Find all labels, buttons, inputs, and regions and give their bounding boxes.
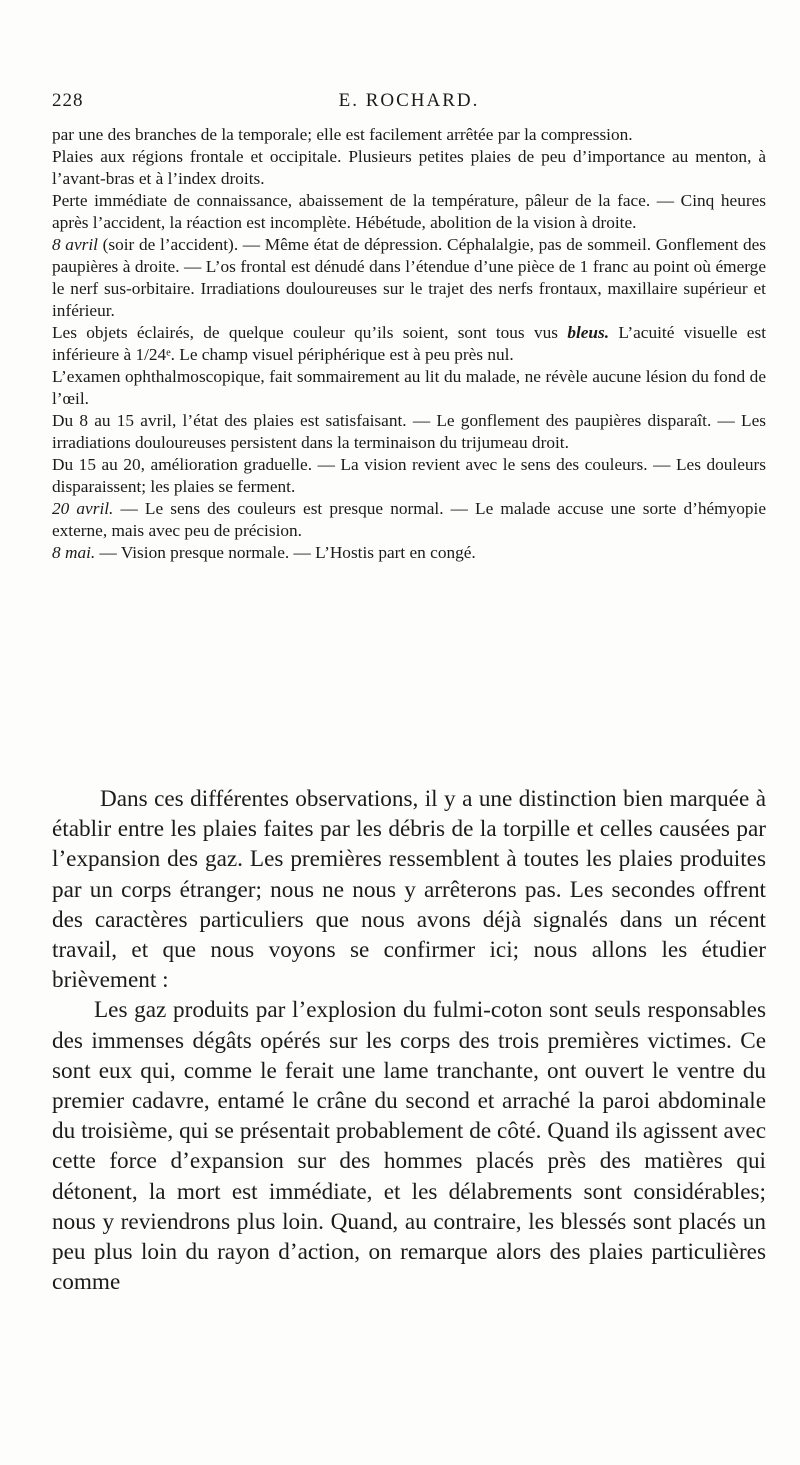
main-text-block (52, 784, 766, 1297)
observation-text: — Le sens des couleurs est presque normal. — Le malade accuse une sorte d’hémyopie externe, mais avec peu de précision. (52, 499, 766, 540)
running-title: E. ROCHARD. (338, 90, 480, 111)
observation-paragraph (52, 498, 766, 542)
observation-paragraph (52, 542, 766, 564)
observation-paragraph: par une des branches de la temporale; elle est facilement arrêtée par la compression. (52, 125, 633, 144)
observation-paragraph (52, 234, 766, 322)
body-paragraph: Dans ces différentes observations, il y a une distinction bien marquée à établir entre les plaies faites par les débris de la torpille et celles causées par l’expansion des gaz. Les premières ressemblent à toutes les plaies produites par un corps étranger; nous ne nous y arrêterons pas. Les secondes offrent des caractères particuliers que nous avons déjà signalés dans un récent travail, et que nous voyons se confirmer ici; nous allons les étudier brièvement : (52, 786, 766, 994)
observation-text: — Vision presque normale. — L’Hostis part en congé. (95, 543, 476, 562)
date-label: 8 avril (52, 235, 98, 254)
observation-paragraph: L’examen ophthalmoscopique, fait sommairement au lit du malade, ne révèle aucune lésion du fond de l’œil. (52, 367, 766, 408)
date-label: 8 mai. (52, 543, 96, 562)
observation-paragraph (52, 322, 766, 366)
observation-text: Les objets éclairés, de quelque couleur qu’ils soient, sont tous vus (52, 323, 568, 342)
date-label: 20 avril. (52, 499, 114, 518)
body-paragraph: Les gaz produits par l’explosion du fulmi-coton sont seuls responsables des immenses dégâts opérés sur les corps des trois premières victimes. Ce sont eux qui, comme le ferait une lame tranchante, ont ouvert le ventre du premier cadavre, entamé le crâne du second et arraché la paroi abdominale du troisième, qui se présentait probablement de côté. Quand ils agissent avec cette force d’expansion sur des hommes placés près des matières qui détonent, la mort est immédiate, et les délabrements sont considérables; nous y reviendrons plus loin. Quand, au contraire, les blessés sont placés un peu plus loin du rayon d’action, on remarque alors des plaies particulières comme (52, 997, 766, 1296)
observation-paragraph: Plaies aux régions frontale et occipitale. Plusieurs petites plaies de peu d’importance au menton, à l’avant-bras et à l’index droits. (52, 147, 766, 188)
observation-block (52, 124, 766, 564)
observation-paragraph: Du 15 au 20, amélioration graduelle. — La vision revient avec le sens des couleurs. — Les douleurs disparaissent; les plaies se ferment. (52, 455, 766, 496)
observation-text: (soir de l’accident). — Même état de dépression. Céphalalgie, pas de sommeil. Gonflement des paupières à droite. — L’os frontal est dénudé dans l’étendue d’une pièce de 1 franc au point où émerge le nerf sus-orbitaire. Irradiations douloureuses sur le trajet des nerfs frontaux, maxillaire supérieur et inférieur. (52, 235, 766, 320)
observation-paragraph: Perte immédiate de connaissance, abaissement de la température, pâleur de la face. — Cinq heures après l’accident, la réaction est incomplète. Hébétude, abolition de la vision à droite. (52, 191, 766, 232)
running-head (52, 90, 766, 116)
emphasis-text: bleus. (567, 323, 610, 342)
observation-paragraph: Du 8 au 15 avril, l’état des plaies est satisfaisant. — Le gonflement des paupières disparaît. — Les irradiations douloureuses persistent dans la terminaison du trijumeau droit. (52, 411, 766, 452)
page-number: 228 (52, 90, 84, 111)
observation-text: L’acuité visuelle est inférieure à 1/24ᵉ. Le champ visuel périphérique est à peu près nul. (52, 323, 766, 364)
